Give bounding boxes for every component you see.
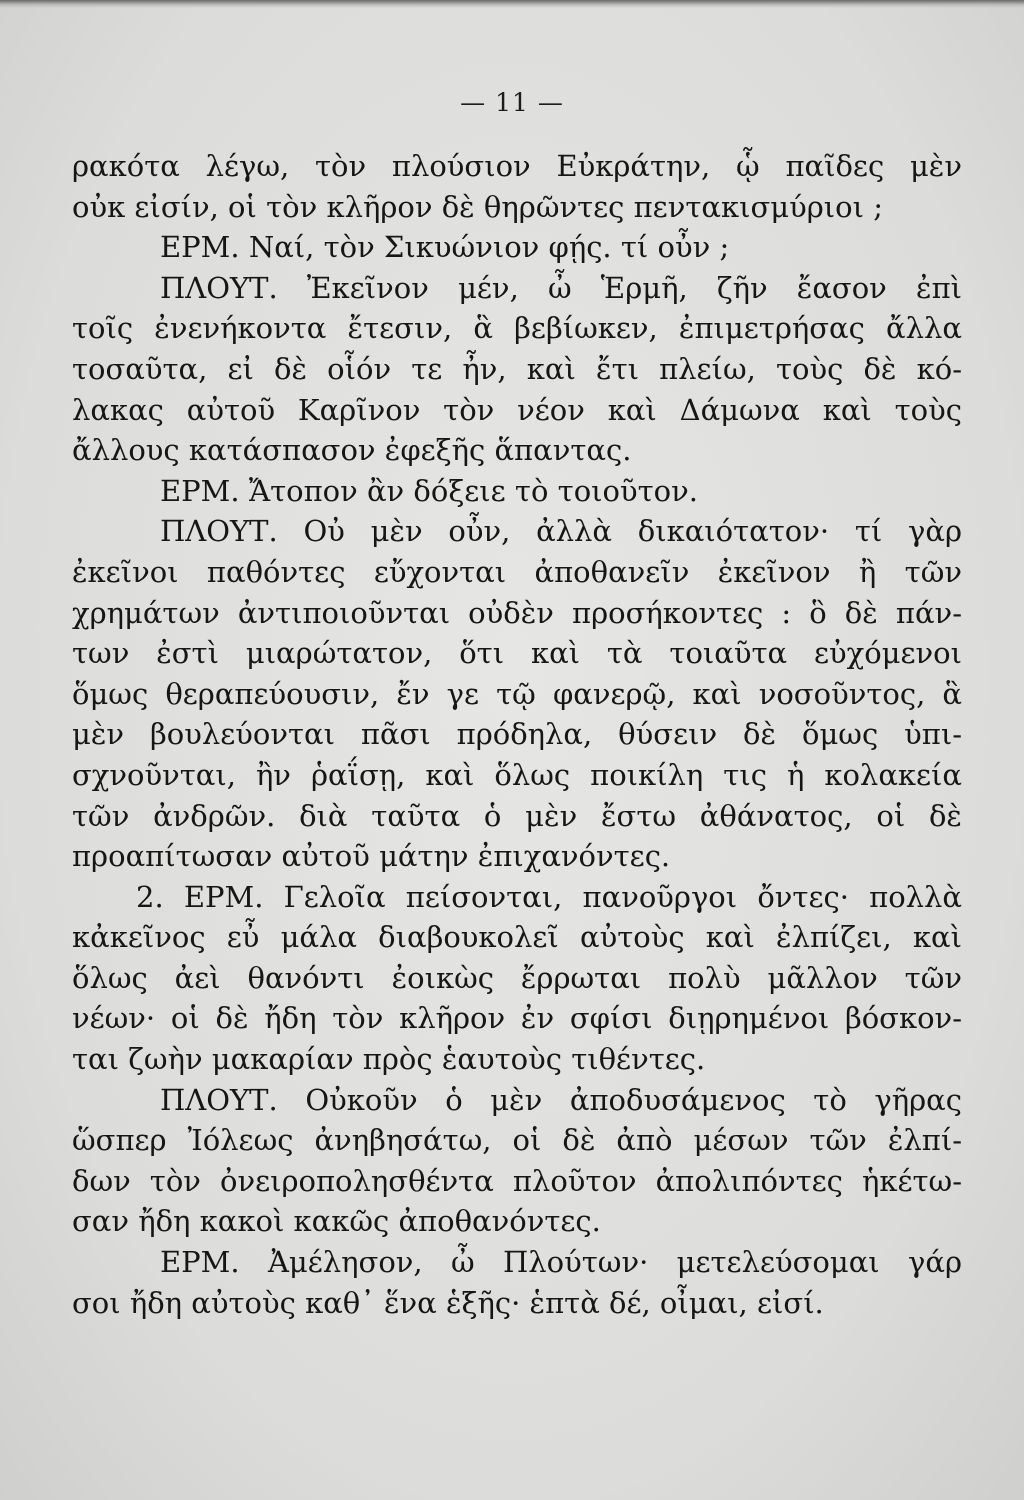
text-line: οὐκ εἰσίν, οἱ τὸν κλῆρον δὲ θηρῶντες πεντακισμύριοι ; [72, 189, 883, 224]
text-line: χρημάτων ἀντιποιοῦνται οὐδὲν προσήκοντες : ὃ δὲ πάν- [72, 595, 962, 630]
text-line: λακας αὐτοῦ Καρῖνον τὸν νέον καὶ Δάμωνα καὶ τοὺς [72, 392, 962, 427]
body-text [72, 146, 962, 1323]
text-line: ρακότα λέγω, τὸν πλούσιον Εὐκράτην, ᾧ παῖδες μὲν [72, 149, 962, 183]
page-edge-shadow [0, 0, 1024, 8]
text-line: σαν ἤδη κακοὶ κακῶς ἀποθανόντες. [72, 1204, 601, 1239]
text-line: νέων· οἱ δὲ ἤδη τὸν κλῆρον ἐν σφίσι διῃρημένοι βόσκον- [72, 1001, 962, 1036]
text-line: ΠΛΟΥΤ. Οὐκοῦν ὁ μὲν ἀποδυσάμενος τὸ γῆρας [160, 1082, 962, 1117]
text-line: ται ζωὴν μακαρίαν πρὸς ἑαυτοὺς τιθέντες. [72, 1042, 706, 1077]
page-number: — 11 — [460, 88, 564, 117]
text-line: κἀκεῖνος εὖ μάλα διαβουκολεῖ αὐτοὺς καὶ ἐλπίζει, καὶ [72, 920, 962, 955]
text-line: ὅμως θεραπεύουσιν, ἔν γε τῷ φανερῷ, καὶ νοσοῦντος, ἃ [72, 676, 962, 711]
text-line: ὥσπερ Ἰόλεως ἀνηβησάτω, οἱ δὲ ἀπὸ μέσων τῶν ἐλπί- [72, 1123, 962, 1158]
text-line: προαπίτωσαν αὐτοῦ μάτην ἐπιχανόντες. [72, 839, 671, 874]
text-line: δων τὸν ὀνειροπολησθέντα πλοῦτον ἀπολιπόντες ἡκέτω- [72, 1163, 962, 1198]
text-line: τῶν ἀνδρῶν. διὰ ταῦτα ὁ μὲν ἔστω ἀθάνατος, οἱ δὲ [72, 798, 962, 833]
text-line: σοι ἤδη αὐτοὺς καθ᾽ ἕνα ἑξῆς· ἑπτὰ δέ, οἶμαι, εἰσί. [72, 1285, 824, 1320]
text-line: τοῖς ἐνενήκοντα ἔτεσιν, ἃ βεβίωκεν, ἐπιμετρήσας ἄλλα [72, 311, 962, 346]
text-line: τοσαῦτα, εἰ δὲ οἷόν τε ἦν, καὶ ἔτι πλείω, τοὺς δὲ κό- [72, 351, 962, 386]
text-line: 2. ΕΡΜ. Γελοῖα πείσονται, πανοῦργοι ὄντες· πολλὰ [136, 879, 962, 914]
text-line: ὅλως ἀεὶ θανόντι ἐοικὼς ἔρρωται πολὺ μᾶλλον τῶν [72, 960, 962, 995]
text-line: μὲν βουλεύονται πᾶσι πρόδηλα, θύσειν δὲ ὅμως ὑπι- [72, 717, 962, 752]
text-line: ΕΡΜ. Ἀμέλησον, ὦ Πλούτων· μετελεύσομαι γάρ [160, 1245, 962, 1280]
text-line: σχνοῦνται, ἢν ῥαΐσῃ, καὶ ὅλως ποικίλη τις ἡ κολακεία [72, 757, 962, 792]
text-line: των ἐστὶ μιαρώτατον, ὅτι καὶ τὰ τοιαῦτα εὐχόμενοι [72, 636, 962, 671]
text-line: ΕΡΜ. Ἄτοπον ἂν δόξειε τὸ τοιοῦτον. [160, 473, 698, 508]
text-line: ΠΛΟΥΤ. Οὐ μὲν οὖν, ἀλλὰ δικαιότατον· τί γὰρ [160, 514, 962, 549]
text-line: ἐκεῖνοι παθόντες εὔχονται ἀποθανεῖν ἐκεῖνον ἢ τῶν [72, 554, 962, 589]
text-line: ΕΡΜ. Ναί, τὸν Σικυώνιον φῄς. τί οὖν ; [160, 230, 730, 265]
text-line: ἄλλους κατάσπασον ἐφεξῆς ἅπαντας. [72, 433, 632, 468]
text-line: ΠΛΟΥΤ. Ἐκεῖνον μέν, ὦ Ἑρμῆ, ζῆν ἔασον ἐπὶ [160, 270, 962, 305]
